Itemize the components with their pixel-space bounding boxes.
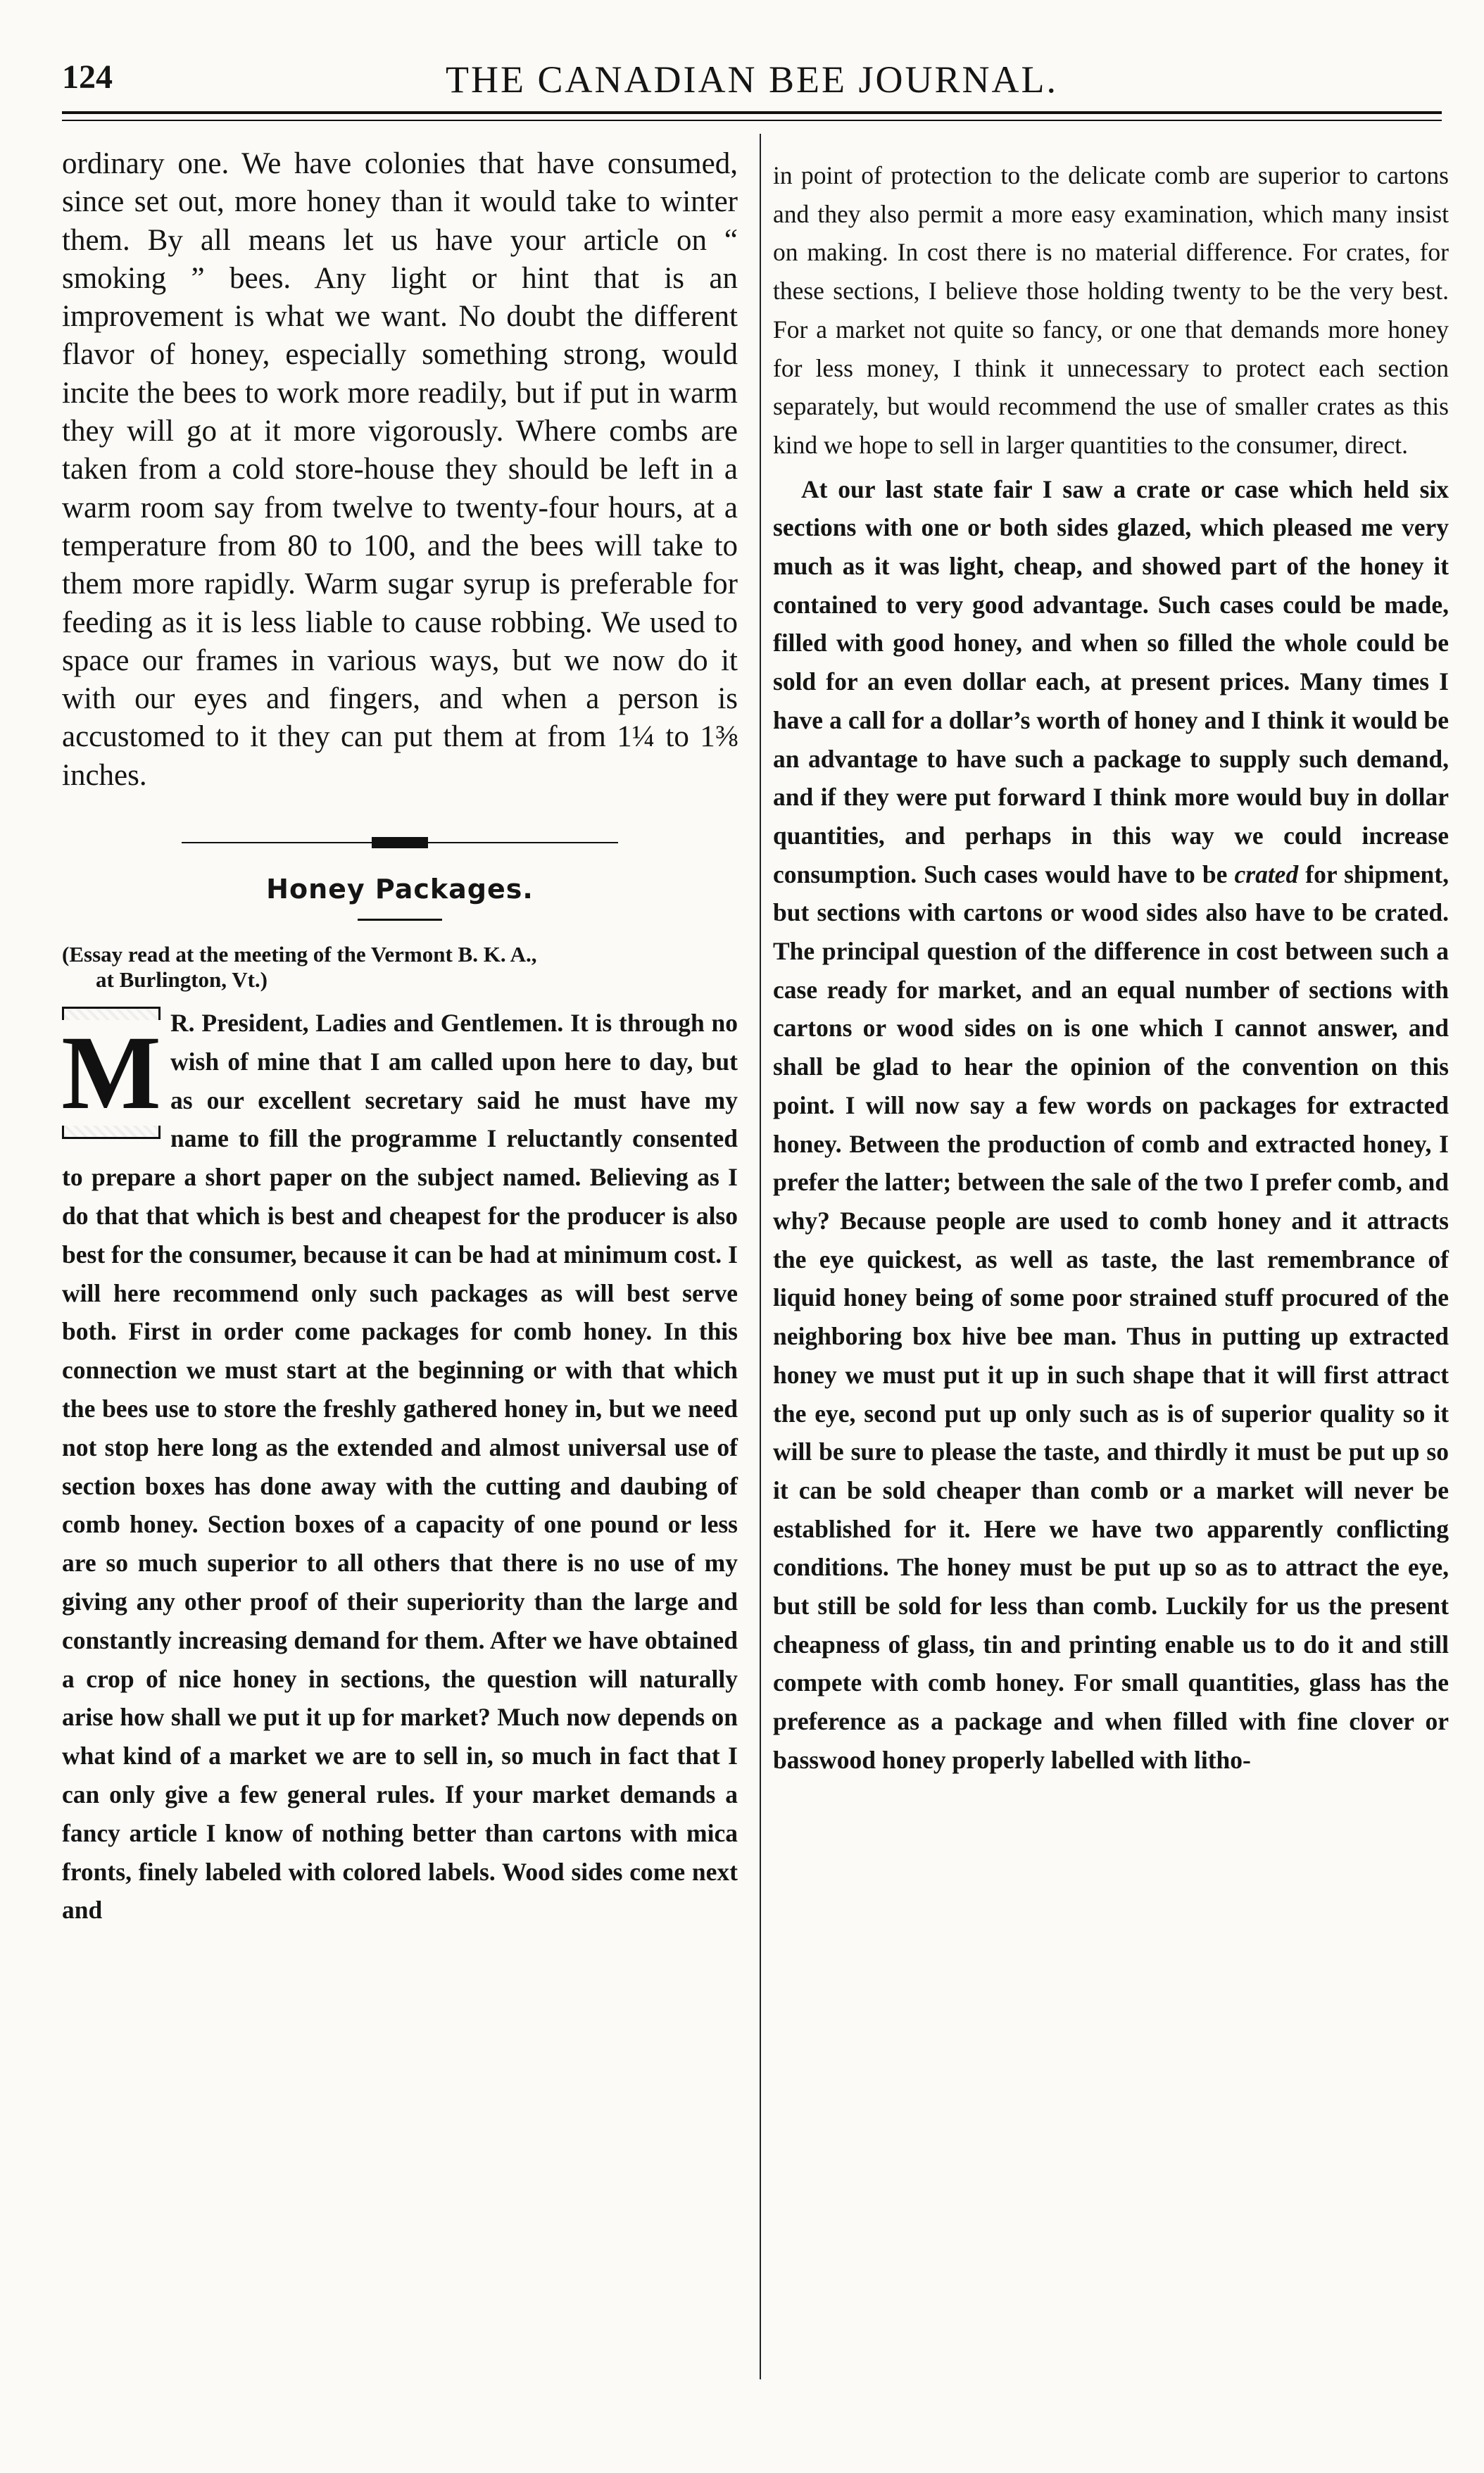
source-note-line-1: (Essay read at the meeting of the Vermont B. K. A., <box>62 942 537 967</box>
page-number: 124 <box>62 58 113 96</box>
right-paragraph-2-part-a: At our last state fair I saw a crate or case which held six sections with one or both sides glazed, which pleased me very much as it was light, cheap, and showed part of the honey it contained to very good advantage. Such cases could be made, filled with good honey, and when so filled the whole could be sold for an even dollar each, at present prices. Many times I have a call for a dollar’s worth of honey and I think it would be an advantage to have such a package to supply such demand, and if they were put forward I think more would buy in dollar quantities, and perhaps in this way we could increase consumption. Such cases would have to be <box>773 474 1449 888</box>
essay-paragraph: R. President, Ladies and Gentlemen. It is through no wish of mine that I am called upon here to day, but as our excellent secretary said he must have my name to fill the programme I reluctantly consented to prepare a short paper on the subject named. Believing as I do that that which is best and cheapest for the producer is also best for the consumer, because it can be had at minimum cost. I will here recommend only such packages as will best serve both. First in order come packages for comb honey. In this connection we must start at the beginning or with that which the bees use to store the freshly gathered honey in, but we need not stop here long as the extended and almost universal use of section boxes has done away with the cutting and daubing of comb honey. Section boxes of a capacity of one pound or less are so much superior to all others that there is no use of my giving any other proof of their superiority than the large and constantly increasing demand for them. After we have obtained a crop of nice honey in sections, the question will naturally arise how shall we put it up for market? Much now depends on what kind of a market we are to sell in, so much in fact that I can only give a few general rules. If your market demands a fancy article I know of nothing better than cartons with mica fronts, finely labeled with colored labels. Wood sides come next and <box>62 1009 738 1925</box>
right-paragraph-2 <box>773 470 1449 1780</box>
source-note-line-2: at Burlington, Vt.) <box>96 967 268 993</box>
essay-body <box>62 1004 738 1930</box>
ornament-center <box>372 837 428 848</box>
title-underline <box>358 919 442 921</box>
drop-cap <box>62 1007 161 1139</box>
right-column <box>773 156 1449 1780</box>
header-rule-thin <box>62 120 1442 121</box>
right-paragraph-2-part-b: for shipment, but sections with cartons or wood sides also have to be crated. The principal question of the difference in cost between such a case ready for market, and an equal number of sections with cartons or wood sides on is one which I cannot answer, and shall be glad to hear the opinion of the convention on this point. I will now say a few words on packages for extracted honey. Between the production of comb and extracted honey, I prefer the latter; between the sale of the two I prefer comb, and why? Because people are used to comb honey and it attracts the eye quickest, as well as taste, the last remembrance of liquid honey being of some poor strained stuff procured of the neighboring box hive bee man. Thus in putting up extracted honey we must put it up in such shape that it will first attract the eye, second put up only such as is of superior quality so it will be sure to please the taste, and thirdly it must be put up so it can be sold cheaper than comb or a market will never be established for it. Here we have two apparently conflicting conditions. The honey must be put up so as to attract the eye, but still be sold for less than comb. Luckily for us the present cheapness of glass, tin and printing enable us to do it and still compete with comb honey. For small quantities, glass has the preference as a package and when filled with fine clover or basswood honey properly labelled with litho- <box>773 860 1450 1774</box>
header-rule-thick <box>62 111 1442 114</box>
page-header <box>62 58 1442 114</box>
left-column <box>62 145 738 1930</box>
right-paragraph-1: in point of protection to the delicate comb are superior to cartons and they also permit a more easy examination, which many insist on making. In cost there is no material difference. For crates, for these sections, I believe those holding twenty to be the very best. For a market not quite so fancy, or one that demands more honey for less money, I think it unnecessary to protect each section separately, but would recommend the use of smaller crates as this kind we hope to sell in larger quantities to the consumer, direct. <box>773 161 1449 459</box>
right-paragraph-2-emphasis: crated <box>1234 860 1299 888</box>
running-title: THE CANADIAN BEE JOURNAL. <box>446 58 1058 101</box>
drop-cap-letter: M <box>57 1020 165 1126</box>
section-title: Honey Packages. <box>266 874 534 905</box>
source-note <box>62 942 738 993</box>
column-divider <box>760 134 761 2379</box>
ornamental-divider <box>182 836 618 850</box>
left-paragraph-1: ordinary one. We have colonies that have consumed, since set out, more honey than it would take to winter them. By all means let us have your article on “ smoking ” bees. Any light or hint that is an improvement is what we want. No doubt the different flavor of honey, especially something strong, would incite the bees to work more readily, but if put in warm they will go at it more vigorously. Where combs are taken from a cold store-house they should be left in a warm room say from twelve to twenty-four hours, at a temperature from 80 to 100, and the bees will take to them more rapidly. Warm sugar syrup is preferable for feeding as it is less liable to cause robbing. We used to space our frames in various ways, but we now do it with our eyes and fingers, and when a person is accustomed to it they can put them at from 1¼ to 1⅜ inches. <box>62 147 738 792</box>
